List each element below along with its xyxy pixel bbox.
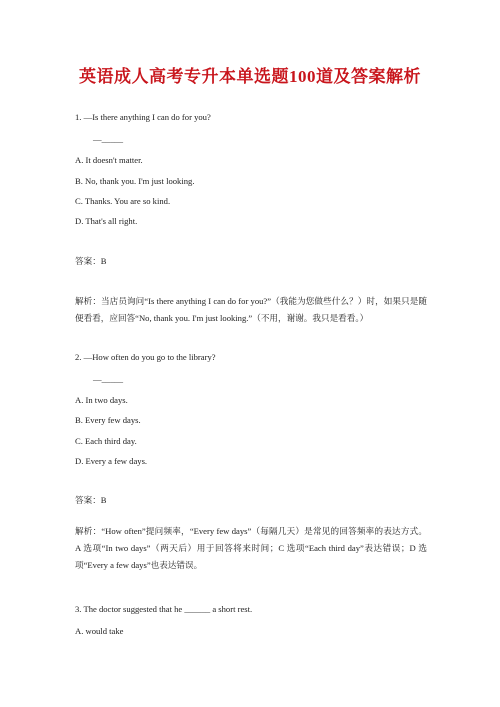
question-2-option-a: A. In two days. bbox=[75, 395, 128, 405]
question-2-option-c: C. Each third day. bbox=[75, 436, 137, 446]
question-1-option-c: C. Thanks. You are so kind. bbox=[75, 196, 171, 206]
question-2-option-b: B. Every few days. bbox=[75, 415, 141, 425]
question-3-option-a: A. would take bbox=[75, 626, 124, 636]
question-2-text: 2. —How often do you go to the library? bbox=[75, 352, 216, 362]
question-1-answer: 答案：B bbox=[75, 256, 107, 266]
question-2-explanation: 解析：“How often”提问频率，“Every few days”（每隔几天）是常见的回答频率的表达方式。A 选项“In two days”（两天后）用于回答将来时间；C 选项“Each third day”表达错误；D 选项“Every a few days”也表达错误。 bbox=[75, 526, 427, 570]
question-1-text: 1. —Is there anything I can do for you? bbox=[75, 112, 211, 122]
question-1-blank: —_____ bbox=[93, 134, 124, 144]
question-1-explanation: 解析：当店员询问“Is there anything I can do for you?”（我能为您做些什么？）时，如果只是随便看看，应回答“No, thank you. I'm just looking.”（不用，谢谢。我只是看看。） bbox=[75, 296, 427, 323]
question-1-option-d: D. That's all right. bbox=[75, 216, 138, 226]
question-1-option-a: A. It doesn't matter. bbox=[75, 155, 143, 165]
document-title: 英语成人高考专升本单选题100道及答案解析 bbox=[79, 67, 421, 86]
question-3-text: 3. The doctor suggested that he ______ a short rest. bbox=[75, 604, 253, 614]
question-1-option-b: B. No, thank you. I'm just looking. bbox=[75, 176, 195, 186]
question-2-option-d: D. Every a few days. bbox=[75, 456, 148, 466]
question-2-blank: —_____ bbox=[93, 374, 124, 384]
question-2-answer: 答案：B bbox=[75, 495, 107, 505]
